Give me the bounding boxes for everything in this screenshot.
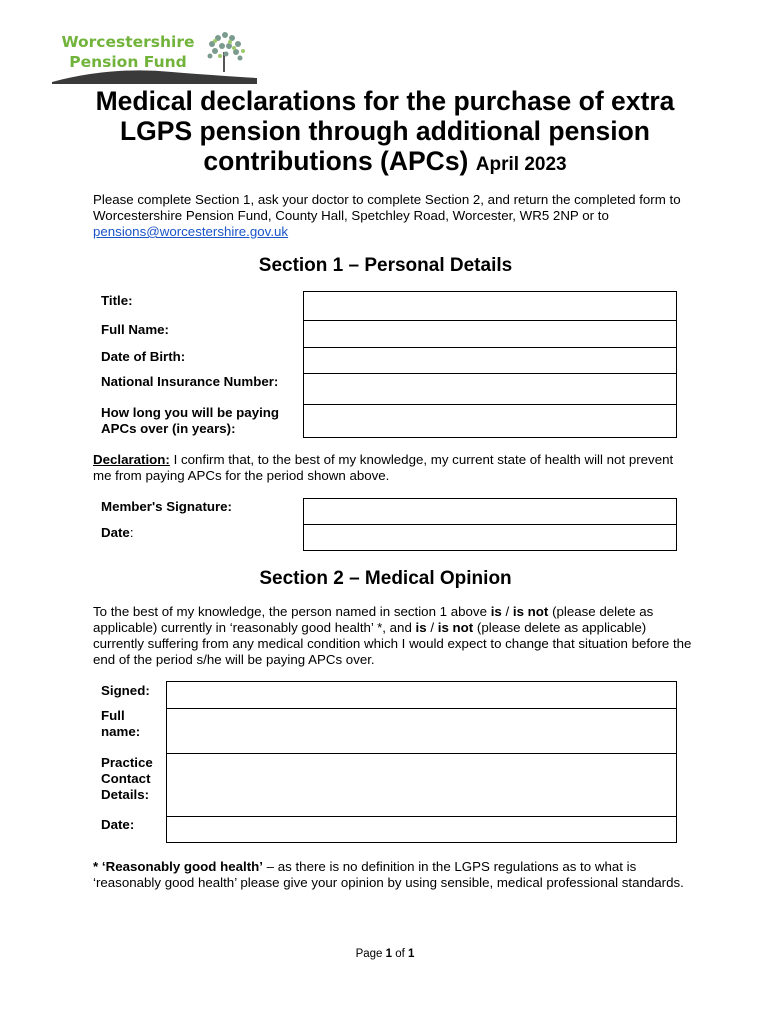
declaration-label: Declaration: [93, 452, 170, 467]
years-label: How long you will be paying APCs over (in years): [101, 405, 280, 436]
ni-label: National Insurance Number: [101, 374, 279, 389]
signature-field[interactable] [303, 498, 677, 525]
footnote: * ‘Reasonably good health’ – as there is no definition in the LGPS regulations as to what is ‘reasonably good health’ please give your opinion by using sensible, medical professional standards. [93, 859, 684, 890]
page-title: Medical declarations for the purchase of extra LGPS pension through additional pension contributions (APCs) April 2023 [95, 86, 675, 176]
full-name-field[interactable] [303, 320, 677, 348]
doctor-date-field[interactable] [166, 816, 677, 843]
practice-contact-label: Practice Contact Details: [101, 755, 153, 802]
medical-opinion-paragraph: To the best of my knowledge, the person named in section 1 above is / is not (please delete as applicable) currently in ‘reasonably good health’ *, and is / is not (please delete as applicable) currently suffering from any medical condition which I would expect to change that situation before the end of the period s/he will be paying APCs over. [93, 604, 692, 667]
logo-text: Worcestershire Pension Fund [61, 33, 195, 71]
declaration-text: Declaration: I confirm that, to the best of my knowledge, my current state of health will not prevent me from paying APCs for the period shown above. [93, 452, 674, 483]
doctor-full-name-label: Full name: [101, 708, 141, 739]
doctor-full-name-field[interactable] [166, 708, 677, 754]
signed-field[interactable] [166, 681, 677, 709]
dob-label: Date of Birth: [101, 349, 186, 364]
ni-field[interactable] [303, 373, 677, 405]
signature-label: Member's Signature: [101, 499, 232, 514]
years-field[interactable] [303, 404, 677, 438]
pension-fund-logo [52, 26, 257, 86]
full-name-label: Full Name: [101, 322, 169, 337]
section2-heading: Section 2 – Medical Opinion [259, 568, 512, 589]
title-field[interactable] [303, 291, 677, 321]
practice-contact-field[interactable] [166, 753, 677, 817]
email-link[interactable]: pensions@worcestershire.gov.uk [93, 224, 289, 239]
member-date-label: Date: [101, 525, 134, 540]
title-label: Title: [101, 293, 133, 308]
intro-paragraph: Please complete Section 1, ask your doctor to complete Section 2, and return the completed form to Worcestershire Pension Fund, County Hall, Spetchley Road, Worcester, WR5 2NP or to pensions@worcestershire.gov.uk [93, 192, 681, 239]
member-date-field[interactable] [303, 524, 677, 551]
dob-field[interactable] [303, 347, 677, 374]
title-date: April 2023 [475, 154, 567, 175]
section1-heading: Section 1 – Personal Details [258, 255, 513, 276]
signed-label: Signed: [101, 683, 150, 698]
page-number: Page 1 of 1 [355, 948, 415, 960]
doctor-date-label: Date: [101, 817, 135, 832]
